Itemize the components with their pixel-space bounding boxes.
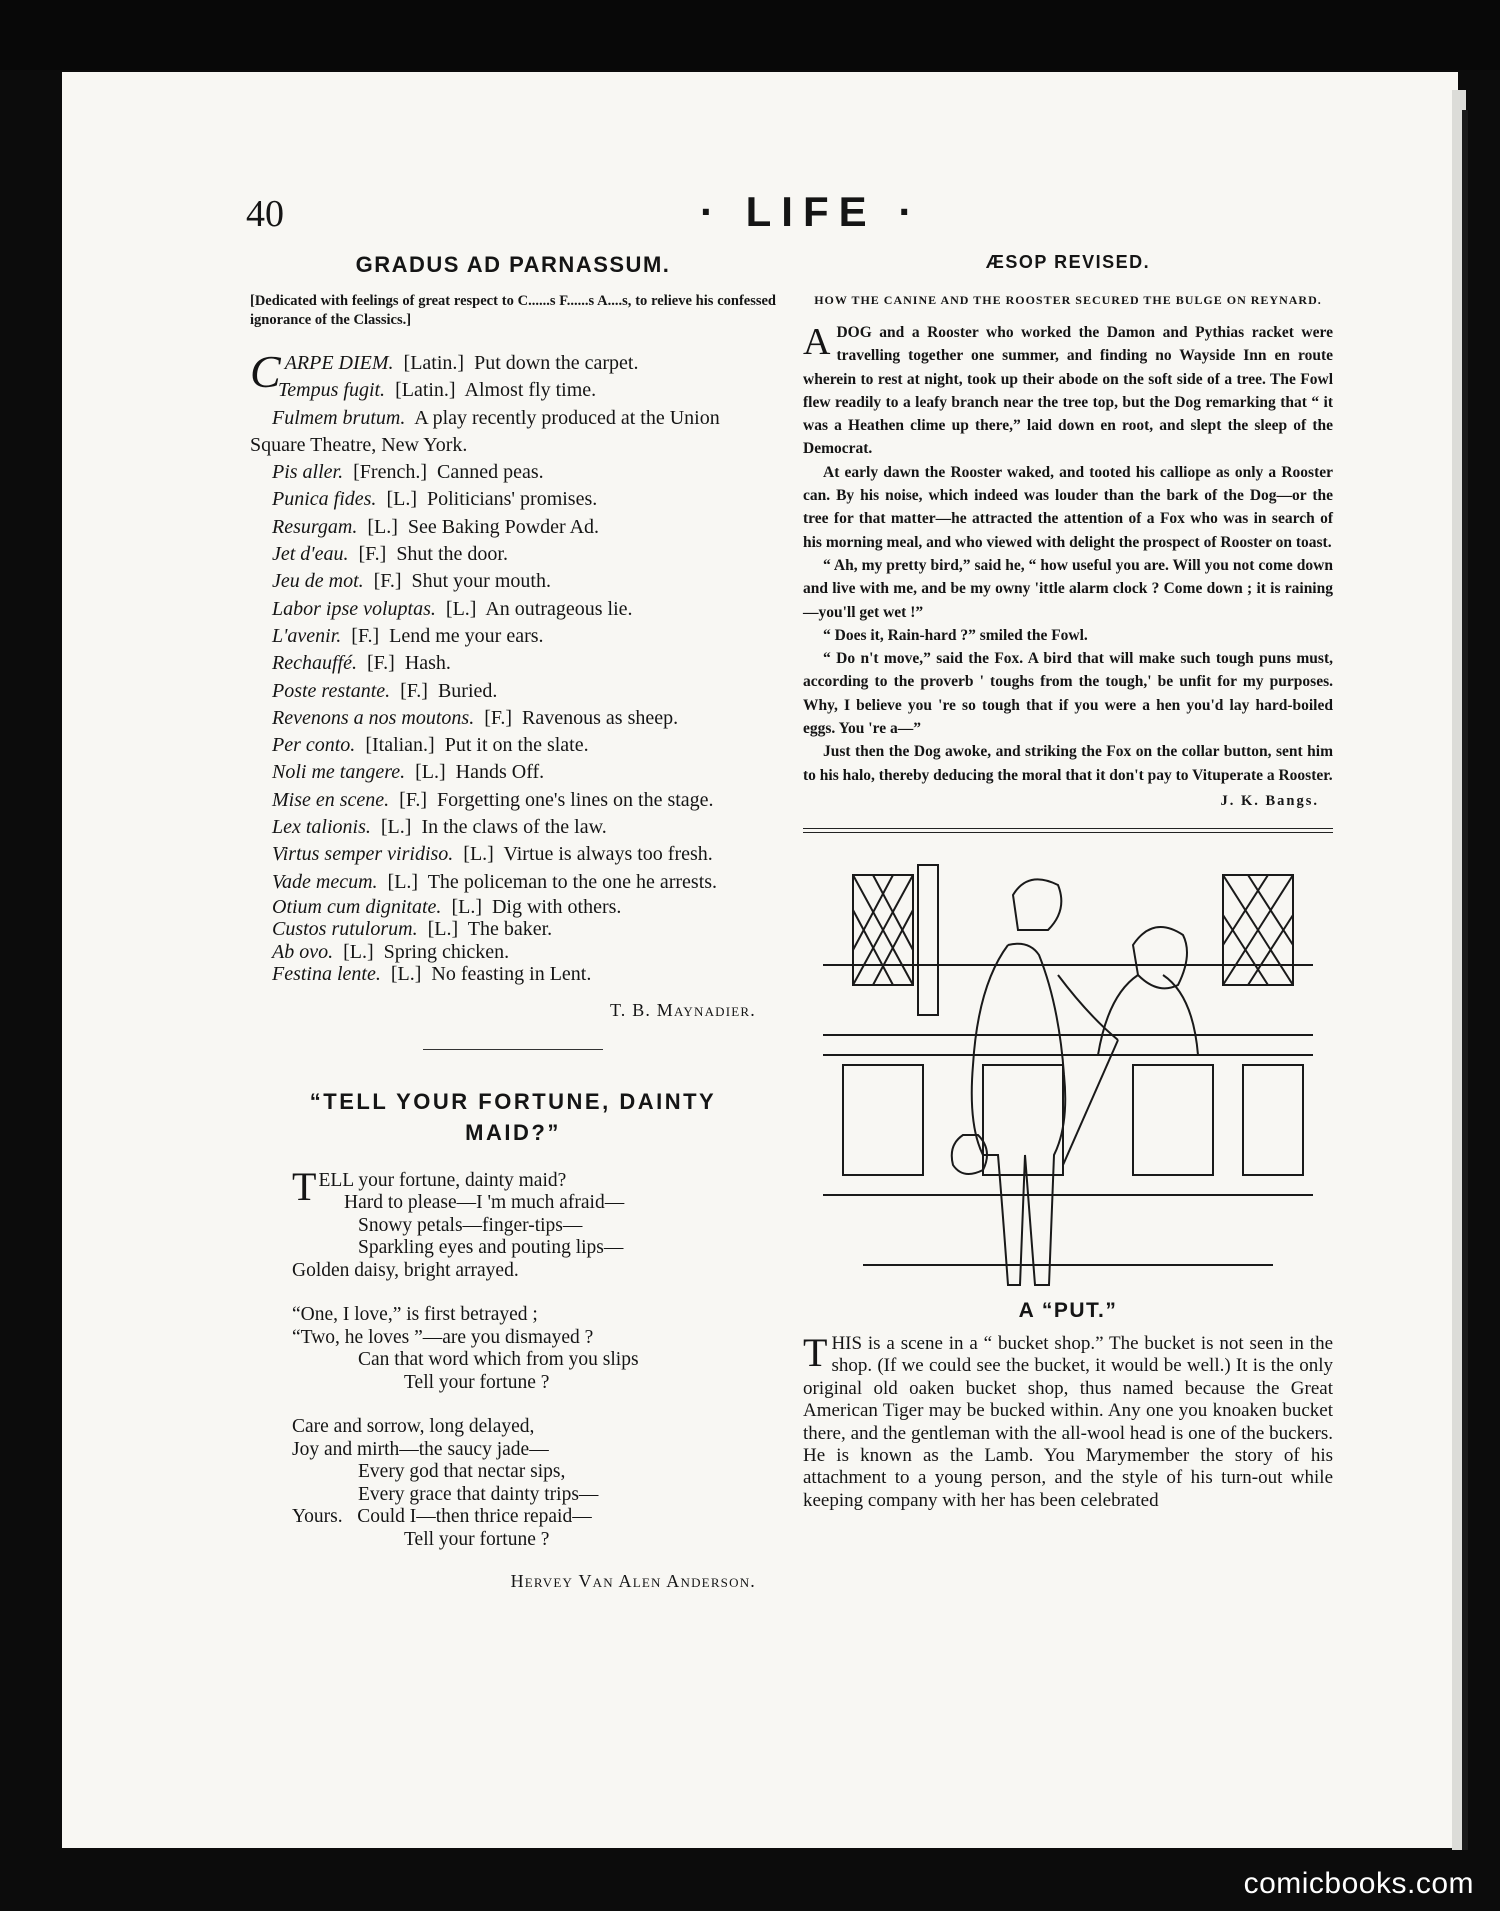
poem-line: “One, I love,” is first betrayed ; (292, 1304, 538, 1326)
story-paragraph: Just then the Dog awoke, and striking the Fox on the collar button, sent him to his halo, thereby deducing the moral that it don't pay to Vituperate a Rooster. (803, 743, 1333, 784)
aesop-author: J. K. Bangs. (1220, 792, 1319, 809)
right-column (803, 252, 1333, 1512)
entry-meaning: Hash. (404, 652, 451, 675)
fortune-title-line: MAID?” (465, 1119, 561, 1145)
gradus-entry (250, 963, 776, 986)
entry-meaning: The baker. (467, 918, 553, 941)
gradus-entry (250, 596, 776, 623)
drop-cap: C (250, 346, 281, 397)
section-divider (423, 1049, 603, 1050)
poem-line: Care and sorrow, long delayed, (292, 1416, 535, 1438)
entry-meaning: Forgetting one's lines on the stage. (437, 788, 714, 811)
poem-line: “Two, he loves ”—are you dismayed ? (292, 1326, 594, 1348)
gradus-entry (250, 705, 776, 732)
gradus-entry (250, 541, 776, 568)
entry-term: L'avenir. (272, 624, 342, 647)
watermark: comicbooks.com (1243, 1867, 1474, 1900)
entry-language: [F.] (366, 652, 395, 675)
story-paragraph: At early dawn the Rooster waked, and tooted his calliope as only a Rooster can. By his noise, which indeed was louder than the bark of the Dog—or the tree for that matter—he attracted the attention of a Fox who was in search of his morning meal, and who viewed with delight the prospect of Rooster on toast. (803, 463, 1333, 551)
gradus-entry (250, 486, 776, 513)
entry-term: Jet d'eau. (272, 543, 349, 566)
fortune-author: Hervey Van Alen Anderson. (510, 1571, 756, 1592)
entry-meaning: Lend me your ears. (389, 624, 544, 647)
entry-language: [L.] (451, 895, 482, 918)
entry-meaning: The policeman to the one he arrests. (427, 870, 718, 893)
entry-meaning: Virtue is always too fresh. (503, 843, 713, 866)
entry-language: [F.] (399, 788, 428, 811)
entry-term: Per conto. (272, 734, 356, 757)
poem-line: Snowy petals—finger-tips— (358, 1214, 583, 1236)
entry-term: Pis aller. (272, 461, 344, 484)
entry-language: [L.] (390, 963, 422, 986)
poem-line: Sparkling eyes and pouting lips— (358, 1237, 624, 1259)
entry-language: [Latin.] (395, 379, 456, 402)
masthead: · LIFE · (700, 188, 923, 235)
fortune-title (250, 1086, 776, 1148)
entry-meaning: See Baking Powder Ad. (407, 515, 600, 538)
entry-term: Punica fides. (272, 488, 377, 511)
entry-language: [F.] (351, 624, 380, 647)
gradus-entry (250, 678, 776, 705)
story-paragraph: “ Do n't move,” said the Fox. A bird that will make such tough puns must, according to the proverb ' toughs from the tough,' be unfit for my purposes. Why, I believe you 're so tough that if you were a hen you'd lay hard-boiled eggs. You 're a—” (803, 650, 1333, 738)
poem-stanza (292, 1416, 776, 1551)
gradus-entry (250, 623, 776, 650)
entry-language: [L.] (463, 843, 494, 866)
entry-term: Tempus fugit. (278, 379, 386, 402)
entry-language: [L.] (387, 870, 419, 893)
story-paragraph: ADOG and a Rooster who worked the Damon and Pythias racket were travelling together one summer, and finding no Wayside Inn en route wherein to rest at night, took up their abode on the soft side of a tree. The Fowl flew readily to a leafy branch near the tree top, but the Dog remarking that “ it was a Heathen clime up there,” laid down en root, and slept the sleep of the Democrat. (803, 321, 1333, 458)
entry-meaning: Spring chicken. (383, 940, 510, 963)
poem-line: Can that word which from you slips (358, 1349, 639, 1371)
entry-language: [L.] (343, 940, 374, 963)
gradus-entry (250, 514, 776, 541)
section-divider (803, 828, 1333, 833)
entry-term: Poste restante. (272, 679, 391, 702)
entry-meaning: No feasting in Lent. (431, 963, 592, 986)
poem-line: Golden daisy, bright arrayed. (292, 1259, 519, 1281)
gradus-entry (250, 377, 776, 404)
entry-meaning: Shut your mouth. (411, 570, 551, 593)
entry-meaning: Put it on the slate. (444, 734, 589, 757)
entry-meaning: Hands Off. (455, 761, 545, 784)
entry-language: [F.] (400, 679, 428, 702)
story-paragraph: “ Ah, my pretty bird,” said he, “ how useful you are. Will you not come down and live with me, and be my owny 'ittle alarm clock ? Come down ; it is raining—you'll get wet !” (803, 556, 1333, 621)
poem-line: Joy and mirth—the saucy jade— (292, 1438, 549, 1460)
drop-cap: T (292, 1163, 317, 1209)
entry-term: Jeu de mot. (272, 570, 364, 593)
gradus-entry (250, 869, 776, 896)
entry-meaning: A play recently produced at the Union Square Theatre, New York. (250, 406, 720, 456)
entry-language: [L.] (380, 816, 412, 839)
entry-term: Custos rutulorum. (272, 918, 418, 941)
entry-term: Otium cum dignitate. (272, 895, 442, 918)
cartoon-caption: A “PUT.” (1018, 1298, 1118, 1322)
drop-cap: A (803, 321, 831, 363)
gradus-entry (250, 732, 776, 759)
gradus-entry (250, 650, 776, 677)
entry-term: Ab ovo. (272, 940, 334, 963)
entry-meaning: Ravenous as sheep. (522, 706, 679, 729)
entry-meaning: Shut the door. (396, 543, 508, 566)
entry-meaning: Canned peas. (436, 461, 544, 484)
entry-language: [Italian.] (365, 734, 435, 757)
entry-meaning: Put down the carpet. (474, 352, 639, 374)
entry-term: ARPE DIEM. (284, 352, 394, 374)
fortune-title-line: “TELL YOUR FORTUNE, DAINTY (309, 1088, 717, 1114)
gradus-author: T. B. Maynadier. (609, 999, 756, 1020)
entry-language: [L.] (427, 918, 459, 941)
poem-line: Every god that nectar sips, (358, 1461, 566, 1483)
drop-cap: T (803, 1329, 828, 1375)
entry-term: Labor ipse voluptas. (272, 597, 436, 620)
gradus-entries (250, 346, 776, 986)
entry-meaning: Dig with others. (491, 895, 622, 918)
story-paragraph: “ Does it, Rain-hard ?” smiled the Fowl. (823, 626, 1088, 644)
gradus-entry (250, 896, 776, 919)
entry-meaning: Almost fly time. (464, 379, 597, 402)
page-number: 40 (246, 193, 284, 235)
entry-term: Fulmem brutum. (272, 406, 406, 429)
entry-term: Revenons a nos moutons. (272, 706, 475, 729)
poem-line: Tell your fortune ? (404, 1528, 550, 1550)
entry-language: [L.] (445, 597, 477, 620)
entry-term: Mise en scene. (272, 788, 390, 811)
aesop-story (803, 321, 1333, 787)
entry-term: Rechauffé. (272, 652, 357, 675)
gradus-dedication: [Dedicated with feelings of great respect to C......s F......s A....s, to relieve his confessed ignorance of the Classics.] (250, 293, 776, 328)
poem-stanza (292, 1163, 776, 1283)
entry-term: Noli me tangere. (272, 761, 406, 784)
entry-language: [F.] (358, 543, 387, 566)
entry-language: [F.] (373, 570, 402, 593)
gradus-entry (250, 918, 776, 941)
gradus-title: GRADUS AD PARNASSUM. (355, 252, 671, 277)
gradus-entry (250, 841, 776, 868)
poem-line: Tell your fortune ? (404, 1371, 550, 1393)
entry-meaning: An outrageous lie. (485, 597, 633, 620)
poem-line: Hard to please—I 'm much afraid— (344, 1192, 625, 1214)
scan-top-border (0, 0, 1500, 70)
aesop-subtitle: HOW THE CANINE AND THE ROOSTER SECURED THE BULGE ON REYNARD. (814, 293, 1322, 307)
gradus-entry (250, 459, 776, 486)
entry-language: [L.] (415, 761, 446, 784)
poem-line: TELL your fortune, dainty maid? (292, 1163, 567, 1209)
gradus-entry (250, 568, 776, 595)
entry-language: [L.] (367, 515, 398, 538)
bucket-shop-cartoon (803, 855, 1333, 1295)
entry-term: Vade mecum. (272, 870, 378, 893)
fortune-poem (250, 1163, 776, 1552)
gradus-entry (250, 405, 776, 460)
entry-term: Lex talionis. (272, 816, 371, 839)
gradus-entry (250, 814, 776, 841)
poem-line: Yours. Could I—then thrice repaid— (292, 1506, 592, 1528)
entry-meaning: In the claws of the law. (421, 816, 607, 839)
aesop-title: ÆSOP REVISED. (985, 252, 1151, 272)
cartoon-illustration (803, 855, 1333, 1295)
poem-line: Every grace that dainty trips— (358, 1483, 599, 1505)
entry-language: [French.] (353, 461, 427, 484)
entry-language: [L.] (386, 488, 417, 511)
entry-meaning: Politicians' promises. (426, 488, 598, 511)
entry-term: Festina lente. (272, 963, 381, 986)
left-column (250, 252, 776, 1592)
cartoon-text: THIS is a scene in a “ bucket shop.” The bucket is not seen in the shop. (If we could see the bucket, it would be well.) It is the only original old oaken bucket shop, thus named because the Great American Tiger may be bucked within. Any one you knoaken bucket there, and the gentleman with the all-wool head is one of the buckers. He is known as the Lamb. You Marymember the story of his attachment to a young person, and the style of his turn-out while keeping company with her has been celebrated (803, 1329, 1333, 1511)
entry-language: [Latin.] (403, 352, 465, 374)
poem-stanza (292, 1304, 776, 1394)
entry-term: Resurgam. (272, 515, 358, 538)
entry-language: [F.] (484, 706, 513, 729)
gradus-entry (250, 759, 776, 786)
entry-meaning: Buried. (437, 679, 498, 702)
gradus-entry (250, 787, 776, 814)
entry-term: Virtus semper viridiso. (272, 843, 454, 866)
gradus-entry (250, 941, 776, 964)
binding-shadow (1462, 110, 1468, 1850)
